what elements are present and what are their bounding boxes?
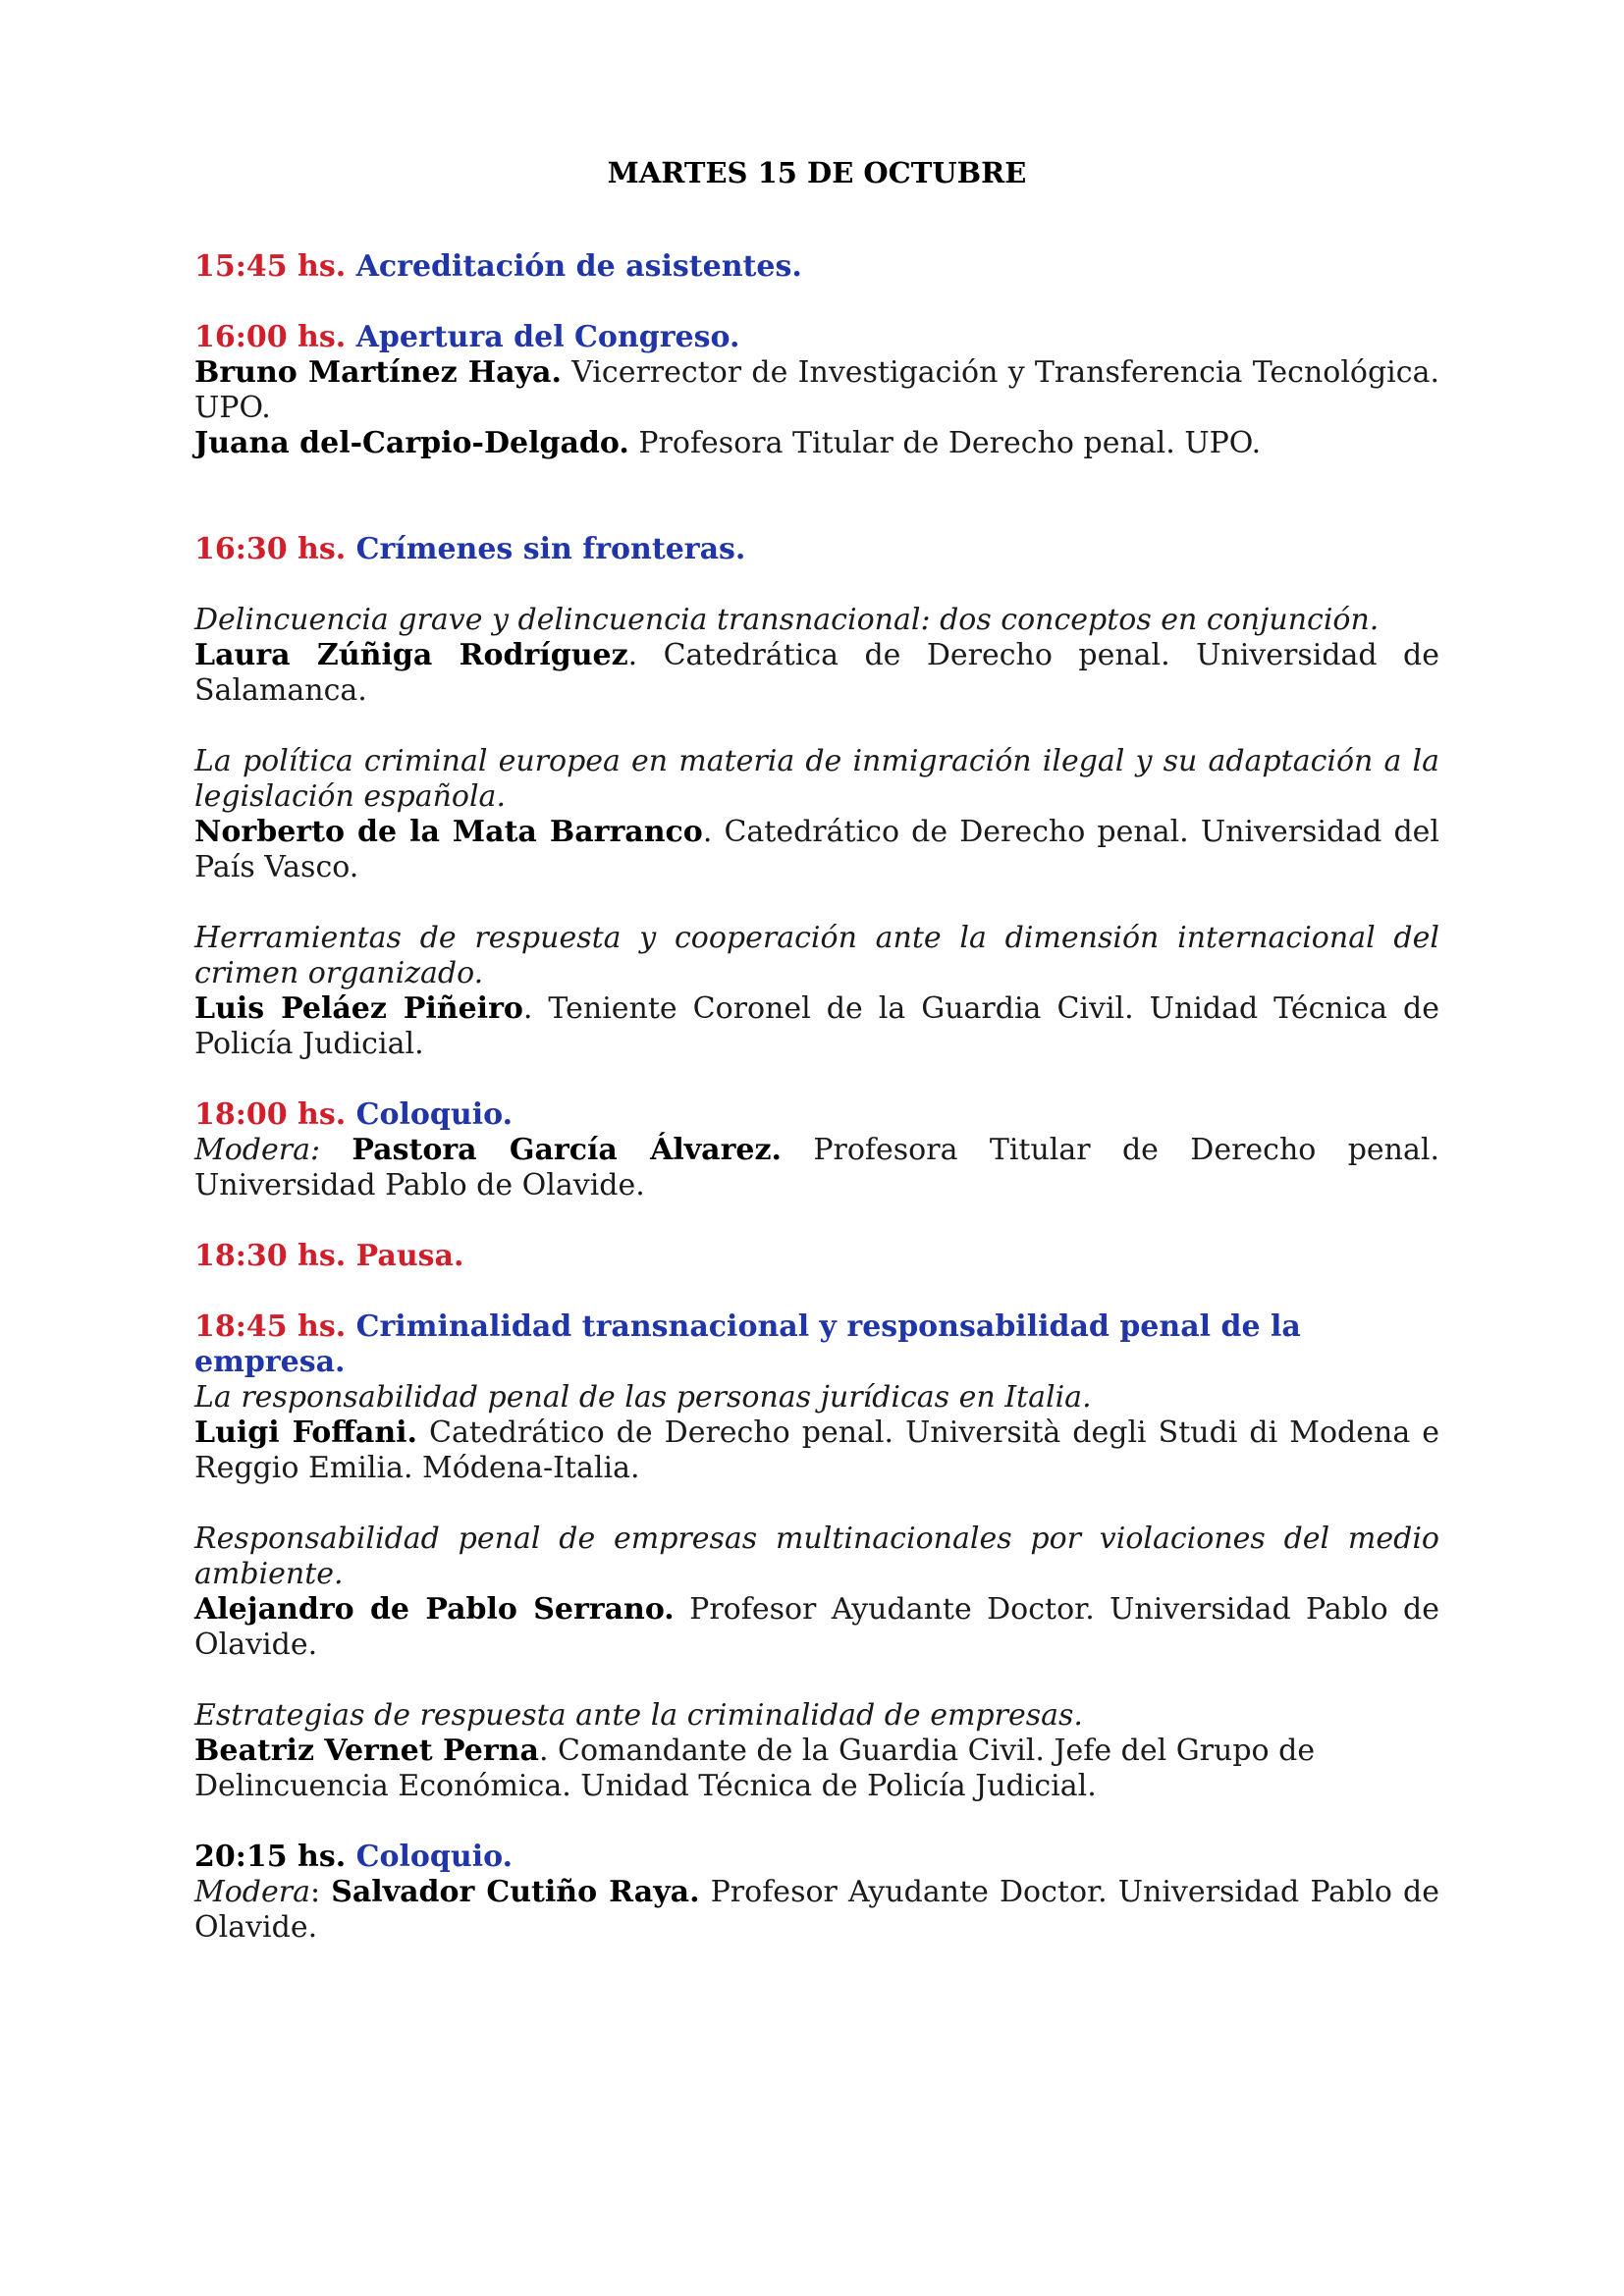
talk-title: La responsabilidad penal de las personas jurídicas en Italia. xyxy=(194,1380,1092,1415)
session-crimes-without-borders xyxy=(194,532,1439,567)
session-topic: Criminalidad transnacional y responsabilidad penal de la empresa. xyxy=(194,1309,1301,1379)
speaker-entry xyxy=(194,1415,1439,1486)
speaker-description: Profesora Titular de Derecho penal. Universidad Pablo de Olavide. xyxy=(194,1133,1439,1202)
speaker-description: Profesor Ayudante Doctor. Universidad Pablo de Olavide. xyxy=(194,1875,1439,1945)
speaker-entry xyxy=(194,638,1439,709)
speaker-name: Laura Zúñiga Rodríguez xyxy=(194,638,628,672)
talk-entry xyxy=(194,603,1439,709)
speaker-description: . Catedrática de Derecho penal. Universidad de Salamanca. xyxy=(194,638,1440,708)
speaker-entry xyxy=(194,991,1439,1062)
speaker-name: Pastora García Álvarez. xyxy=(352,1133,782,1167)
moderator-entry xyxy=(194,1875,1439,1946)
session-transnational-criminality xyxy=(194,1309,1439,1380)
session-topic: Coloquio. xyxy=(355,1097,514,1132)
speaker-name: Norberto de la Mata Barranco xyxy=(194,815,703,849)
session-time: 20:15 hs. xyxy=(194,1840,347,1874)
speaker-name: Alejandro de Pablo Serrano. xyxy=(194,1592,675,1627)
talk-entry xyxy=(194,1522,1439,1663)
session-time: 16:30 hs. xyxy=(194,532,347,566)
speaker-description: Vicerrector de Investigación y Transferencia Tecnológica. UPO. xyxy=(194,355,1439,425)
speaker-description: Profesora Titular de Derecho penal. UPO. xyxy=(628,426,1262,460)
page-title: MARTES 15 DE OCTUBRE xyxy=(607,156,1027,189)
session-topic: Acreditación de asistentes. xyxy=(355,249,802,284)
speaker-name: Salvador Cutiño Raya. xyxy=(331,1875,700,1909)
session-topic: Pausa. xyxy=(355,1239,464,1273)
talk-entry xyxy=(194,744,1439,885)
session-topic: Coloquio. xyxy=(355,1840,514,1874)
speaker-description-continued: Delincuencia Económica. Unidad Técnica de Policía Judicial. xyxy=(194,1769,1097,1803)
session-time: 18:00 hs. xyxy=(194,1097,347,1132)
session-colloquium xyxy=(194,1097,1439,1203)
talk-title: Responsabilidad penal de empresas multinacionales por violaciones del medio ambiente. xyxy=(194,1522,1439,1591)
speaker-description: Profesor Ayudante Doctor. Universidad Pablo de Olavide. xyxy=(194,1592,1439,1662)
talk-title: Estrategias de respuesta ante la criminalidad de empresas. xyxy=(194,1698,1083,1733)
speaker-description: . Comandante de la Guardia Civil. Jefe del Grupo de xyxy=(538,1734,1316,1768)
speaker-description: . Catedrático de Derecho penal. Universidad del País Vasco. xyxy=(194,815,1439,884)
speaker-name: Luis Peláez Piñeiro xyxy=(194,991,523,1026)
speaker-name: Juana del-Carpio-Delgado. xyxy=(194,426,629,460)
talk-title: Delincuencia grave y delincuencia transnacional: dos conceptos en conjunción. xyxy=(194,603,1380,637)
speaker-entry xyxy=(194,815,1439,885)
moderator-label: Modera: xyxy=(194,1133,321,1167)
session-break xyxy=(194,1239,1439,1274)
speaker-entry xyxy=(194,355,1439,426)
talk-entry xyxy=(194,1380,1439,1486)
speaker-name: Beatriz Vernet Perna xyxy=(194,1734,539,1768)
talk-title: Herramientas de respuesta y cooperación ante la dimensión internacional del crimen organizado. xyxy=(194,921,1439,990)
session-time: 18:30 hs. xyxy=(194,1239,347,1273)
moderator-entry xyxy=(194,1133,1439,1203)
speaker-entry xyxy=(194,1592,1439,1663)
speaker-entry xyxy=(194,426,1439,461)
session-opening xyxy=(194,320,1439,461)
session-closing-colloquium xyxy=(194,1840,1439,1946)
session-time: 16:00 hs. xyxy=(194,320,347,354)
session-topic: Apertura del Congreso. xyxy=(355,320,740,354)
speaker-entry xyxy=(194,1734,1439,1769)
moderator-colon: : xyxy=(309,1875,332,1909)
session-accreditation xyxy=(194,249,1439,285)
talk-entry xyxy=(194,921,1439,1062)
speaker-description: . Teniente Coronel de la Guardia Civil. Unidad Técnica de Policía Judicial. xyxy=(194,991,1439,1061)
speaker-name: Bruno Martínez Haya. xyxy=(194,355,562,390)
session-time: 15:45 hs. xyxy=(194,249,347,284)
session-time: 18:45 hs. xyxy=(194,1309,347,1344)
talk-entry xyxy=(194,1698,1439,1804)
speaker-description: Catedrático de Derecho penal. Università degli Studi di Modena e Reggio Emilia. Módena-Italia. xyxy=(194,1415,1439,1485)
talk-title: La política criminal europea en materia de inmigración ilegal y su adaptación a la legislación española. xyxy=(194,744,1439,814)
session-topic: Crímenes sin fronteras. xyxy=(355,532,746,566)
moderator-label: Modera xyxy=(194,1875,310,1909)
speaker-name: Luigi Foffani. xyxy=(194,1415,417,1450)
